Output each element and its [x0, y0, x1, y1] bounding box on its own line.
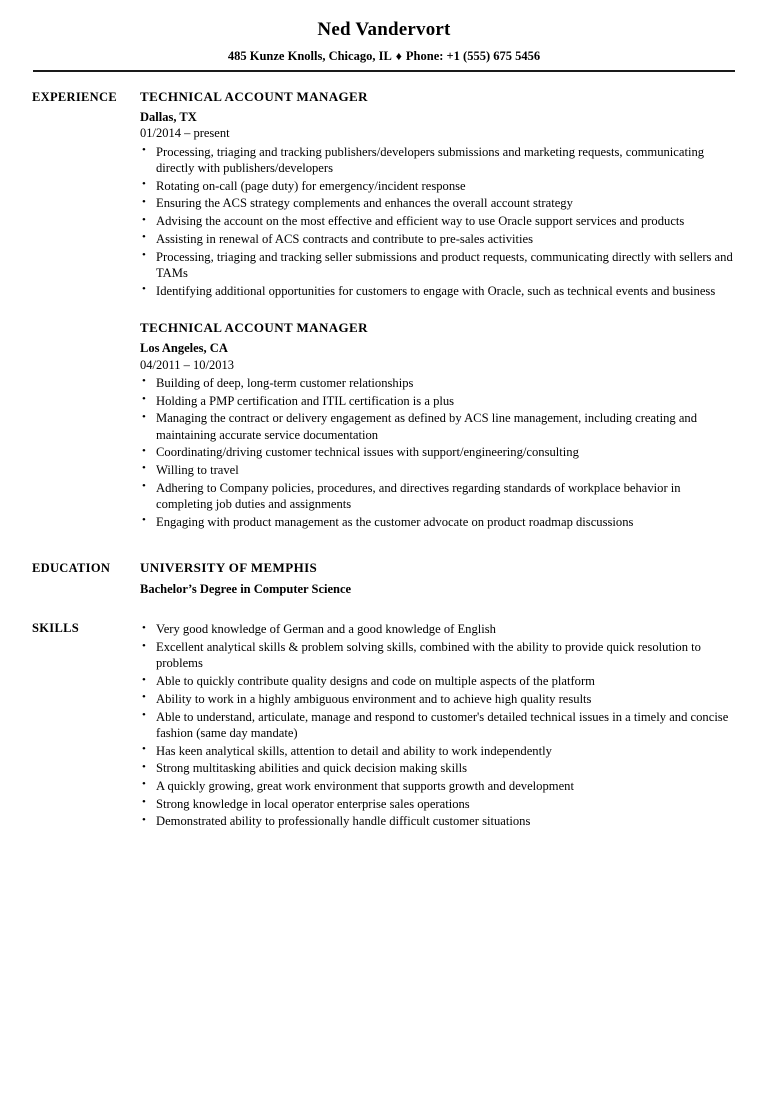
- skills-entries: [140, 619, 738, 831]
- contact-line: [0, 49, 768, 64]
- job-responsibility-list: [140, 375, 738, 530]
- list-item: • Has keen analytical skills, attention to detail and ability to work independently: [140, 743, 738, 759]
- list-item: • Processing, triaging and tracking seller submissions and product requests, communicating directly with sellers and TAMs: [140, 249, 738, 281]
- list-item: • Demonstrated ability to professionally handle difficult customer situations: [140, 813, 738, 829]
- section-experience: [0, 88, 768, 532]
- list-item: • A quickly growing, great work environment that supports growth and development: [140, 778, 738, 794]
- list-item: • Strong knowledge in local operator enterprise sales operations: [140, 796, 738, 812]
- job-entry: [140, 88, 738, 299]
- list-item: • Engaging with product management as the customer advocate on product roadmap discussions: [140, 514, 738, 530]
- applicant-name: Ned Vandervort: [317, 19, 451, 40]
- list-item: • Rotating on-call (page duty) for emergency/incident response: [140, 178, 738, 194]
- list-item: • Processing, triaging and tracking publishers/developers submissions and marketing requests, communicating directly with publishers/developers: [140, 144, 738, 176]
- list-item: • Very good knowledge of German and a good knowledge of English: [140, 621, 738, 637]
- list-item: • Building of deep, long-term customer relationships: [140, 375, 738, 391]
- job-title: TECHNICAL ACCOUNT MANAGER: [140, 88, 368, 104]
- job-location: Los Angeles, CA: [140, 340, 228, 355]
- section-label-skills: SKILLS: [32, 621, 79, 636]
- list-item: • Strong multitasking abilities and quick decision making skills: [140, 760, 738, 776]
- contact-address: 485 Kunze Knolls, Chicago, IL: [227, 48, 392, 63]
- list-item: • Ability to work in a highly ambiguous environment and to achieve high quality results: [140, 691, 738, 707]
- school-name: UNIVERSITY OF MEMPHIS: [140, 560, 318, 576]
- list-item: • Able to understand, articulate, manage and respond to customer's detailed technical issues in a timely and concise fashion (same day mandate): [140, 709, 738, 741]
- section-label-experience: EXPERIENCE: [32, 89, 117, 104]
- list-item: • Identifying additional opportunities for customers to engage with Oracle, such as technical events and business: [140, 283, 738, 299]
- list-item: • Able to quickly contribute quality designs and code on multiple aspects of the platform: [140, 673, 738, 689]
- job-dates: 04/2011 – 10/2013: [140, 357, 234, 372]
- job-dates: 01/2014 – present: [140, 126, 230, 141]
- contact-phone: Phone: +1 (555) 675 5456: [405, 48, 541, 63]
- list-item: • Willing to travel: [140, 462, 738, 478]
- diamond-separator-icon: ♦: [395, 48, 402, 63]
- list-item: • Managing the contract or delivery engagement as defined by ACS line management, including creating and maintaining accurate service documentation: [140, 410, 738, 442]
- job-entry: [140, 319, 738, 530]
- degree-name: Bachelor’s Degree in Computer Science: [140, 582, 352, 597]
- list-item: • Holding a PMP certification and ITIL certification is a plus: [140, 393, 738, 409]
- resume-header: [0, 0, 768, 72]
- experience-entries: [140, 88, 738, 532]
- list-item: • Coordinating/driving customer technical issues with support/engineering/consulting: [140, 444, 738, 460]
- list-item: • Ensuring the ACS strategy complements and enhances the overall account strategy: [140, 195, 738, 211]
- education-entries: [140, 559, 738, 598]
- skills-list: [140, 621, 738, 829]
- header-divider: [33, 70, 735, 72]
- section-education: [0, 559, 768, 598]
- section-skills: [0, 619, 768, 831]
- job-responsibility-list: [140, 144, 738, 299]
- list-item: • Adhering to Company policies, procedures, and directives regarding standards of workplace behavior in completing job duties and assignments: [140, 480, 738, 512]
- section-label-education: EDUCATION: [32, 561, 111, 576]
- list-item: • Assisting in renewal of ACS contracts and contribute to pre-sales activities: [140, 231, 738, 247]
- job-title: TECHNICAL ACCOUNT MANAGER: [140, 319, 368, 335]
- job-location: Dallas, TX: [140, 109, 197, 124]
- list-item: • Advising the account on the most effective and efficient way to use Oracle support services and products: [140, 213, 738, 229]
- list-item: • Excellent analytical skills & problem solving skills, combined with the ability to provide quick resolution to problems: [140, 639, 738, 671]
